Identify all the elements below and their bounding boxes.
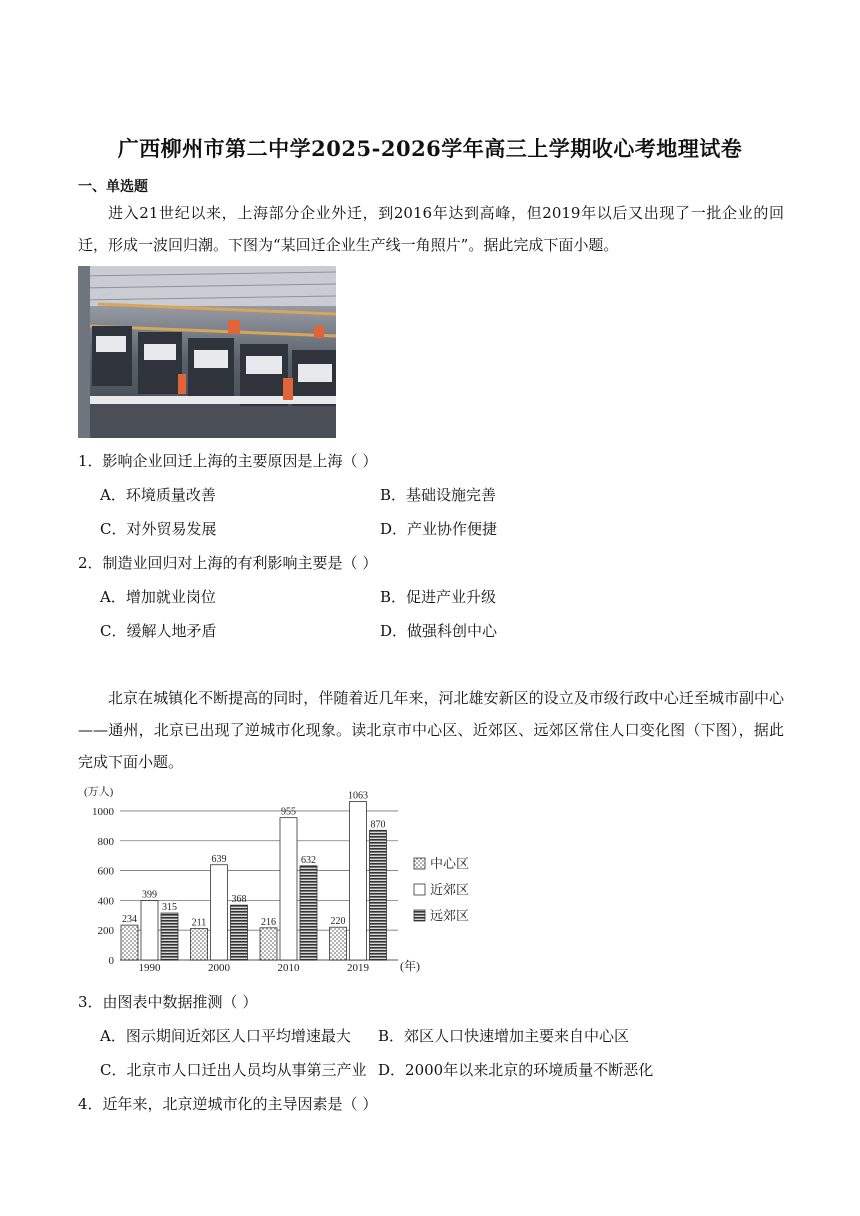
bar-striped bbox=[370, 830, 387, 960]
q3-option-a[interactable]: A．图示期间近郊区人口平均增速最大 bbox=[100, 1027, 351, 1045]
data-label: 315 bbox=[162, 902, 177, 914]
data-label: 1063 bbox=[348, 790, 368, 802]
data-label: 368 bbox=[231, 894, 247, 906]
legend-label: 远郊区 bbox=[430, 908, 470, 923]
data-label: 211 bbox=[191, 917, 207, 929]
y-tick-label: 0 bbox=[108, 955, 114, 967]
bar-dotted bbox=[121, 925, 138, 960]
bar-white bbox=[211, 865, 228, 960]
q3-option-c[interactable]: C．北京市人口迁出人员均从事第三产业 bbox=[100, 1061, 367, 1079]
x-tick-label: 2010 bbox=[277, 962, 300, 974]
bar-dotted bbox=[330, 927, 347, 960]
q1-option-a[interactable]: A．环境质量改善 bbox=[100, 486, 216, 504]
q2-option-c[interactable]: C．缓解人地矛盾 bbox=[100, 622, 217, 640]
y-tick-label: 600 bbox=[97, 865, 114, 878]
q2-option-a[interactable]: A．增加就业岗位 bbox=[100, 588, 216, 606]
legend-swatch-dotted bbox=[414, 858, 425, 869]
x-tick-label: 2000 bbox=[208, 962, 230, 974]
question-4-stem: 4．近年来，北京逆城市化的主导因素是（ ） bbox=[78, 1095, 378, 1113]
data-label: 216 bbox=[261, 916, 276, 928]
q3-option-b[interactable]: B．郊区人口快速增加主要来自中心区 bbox=[378, 1027, 630, 1045]
bar-striped bbox=[161, 913, 178, 960]
question-3-stem: 3．由图表中数据推测（ ） bbox=[78, 993, 258, 1011]
chart-svg bbox=[80, 782, 480, 977]
y-tick-label: 200 bbox=[97, 925, 114, 938]
passage-2: 北京在城镇化不断提高的同时，伴随着近几年来，河北雄安新区的设立及市级行政中心迁至城市副中心——通州，北京已出现了逆城市化现象。读北京市中心区、近郊区、远郊区常住人口变化图（下图），据此完成下面小题。 bbox=[78, 689, 784, 771]
q2-option-b[interactable]: B．促进产业升级 bbox=[380, 588, 497, 606]
bar-striped bbox=[300, 866, 317, 960]
data-label: 639 bbox=[211, 853, 227, 865]
data-label: 955 bbox=[281, 806, 296, 818]
y-tick-label: 400 bbox=[97, 895, 114, 908]
bar-white bbox=[280, 818, 297, 960]
population-bar-chart bbox=[80, 782, 480, 977]
legend-swatch-striped bbox=[414, 910, 425, 921]
x-tick-label: 1990 bbox=[138, 962, 161, 974]
q2-option-d[interactable]: D．做强科创中心 bbox=[380, 622, 498, 640]
q1-option-c[interactable]: C．对外贸易发展 bbox=[100, 520, 217, 538]
data-label: 234 bbox=[122, 914, 137, 926]
bar-white bbox=[350, 802, 367, 960]
legend-label: 中心区 bbox=[430, 856, 470, 871]
q1-option-d[interactable]: D．产业协作便捷 bbox=[380, 520, 498, 538]
factory-production-line-photo bbox=[78, 266, 336, 438]
bar-white bbox=[141, 901, 158, 960]
x-axis-label: (年) bbox=[400, 959, 420, 973]
question-1-stem: 1．影响企业回迁上海的主要原因是上海（ ） bbox=[78, 452, 378, 470]
q3-option-d[interactable]: D．2000年以来北京的环境质量不断恶化 bbox=[378, 1061, 654, 1079]
y-tick-label: 1000 bbox=[92, 805, 114, 818]
data-label: 870 bbox=[370, 819, 386, 831]
bar-striped bbox=[231, 905, 248, 960]
page-title: 广西柳州市第二中学2025-2026学年高三上学期收心考地理试卷 bbox=[117, 136, 743, 161]
q1-option-b[interactable]: B．基础设施完善 bbox=[380, 486, 497, 504]
legend-label: 近郊区 bbox=[430, 882, 470, 897]
data-label: 220 bbox=[330, 916, 346, 928]
question-2-stem: 2．制造业回归对上海的有利影响主要是（ ） bbox=[78, 554, 378, 572]
bar-dotted bbox=[260, 928, 277, 960]
bar-dotted bbox=[191, 929, 208, 960]
passage-1: 进入21世纪以来，上海部分企业外迁，到2016年达到高峰，但2019年以后又出现了一批企业的回迁，形成一波回归潮。下图为“某回迁企业生产线一角照片”。据此完成下面小题。 bbox=[78, 204, 784, 254]
data-label: 632 bbox=[301, 854, 316, 866]
y-tick-label: 800 bbox=[97, 835, 114, 848]
y-axis-label: (万人) bbox=[84, 786, 114, 798]
data-label: 399 bbox=[142, 889, 157, 901]
legend-swatch-white bbox=[414, 884, 425, 895]
section-heading: 一、单选题 bbox=[78, 179, 148, 195]
x-tick-label: 2019 bbox=[347, 962, 369, 974]
